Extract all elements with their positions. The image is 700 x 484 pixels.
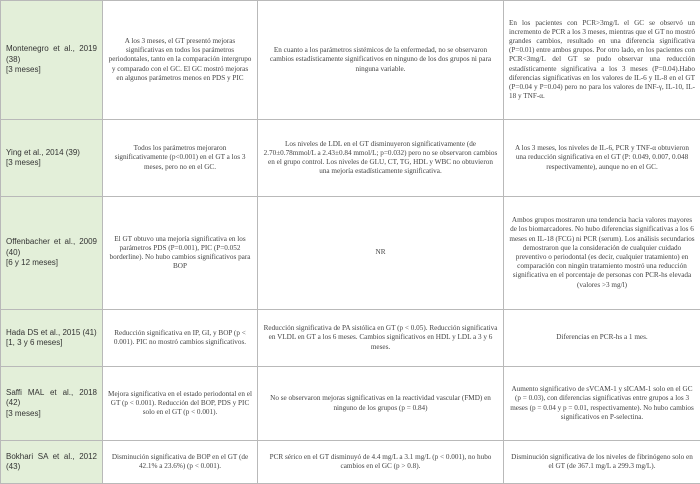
periodontal-results-cell: Reducción significativa en IP, GI, y BOP (p < 0.001). PIC no mostró cambios significativos.: [103, 310, 258, 367]
biomarker-results-cell: Diferencias en PCR-hs a 1 mes.: [504, 310, 700, 367]
biomarker-results-cell: Ambos grupos mostraron una tendencia hacia valores mayores de los biomarcadores. No hubo diferencias significativas a los 6 meses en IL-18 (FCG) ni PCR (serum). Los análisis secundarios demostraron que la consideración de cualquier cuidado preventivo o periodontal (es decir, cualquier tratamiento) en comparación con ningún tratamiento mostró una reducción significativa en el porcentaje de personas con PCR-hs elevada (valores >3 mg/l): [504, 197, 700, 310]
study-name: Bokhari SA et al., 2012 (43): [6, 452, 97, 473]
periodontal-results-cell: Todos los parámetros mejoraron significativamente (p<0.001) en el GT a los 3 meses, pero no en el GC.: [103, 120, 258, 197]
study-name: Saffi MAL et al., 2018 (42): [6, 388, 97, 409]
periodontal-results-cell: Mejora significativa en el estado periodontal en el GT (p < 0.001). Reducción del BOP, PDS y PIC solo en el GT (p < 0.001).: [103, 367, 258, 441]
table-row: [1, 441, 700, 484]
systemic-results-cell: No se observaron mejoras significativas en la reactividad vascular (FMD) en ninguno de los grupos (p = 0.84): [258, 367, 504, 441]
systemic-results-cell: PCR sérico en el GT disminuyó de 4.4 mg/L a 3.1 mg/L (p < 0.001), no hubo cambios en el GC (p > 0.8).: [258, 441, 504, 484]
study-cell: [1, 441, 103, 484]
systemic-results-cell: Reducción significativa de PA sistólica en GT (p < 0.05). Reducción significativa en VLDL en GT a los 6 meses. Cambios significativos en HDL y LDL a 3 y 6 meses.: [258, 310, 504, 367]
study-cell: [1, 367, 103, 441]
systemic-results-cell: NR: [258, 197, 504, 310]
study-cell: [1, 197, 103, 310]
study-duration: [3 meses]: [6, 158, 97, 168]
table-row: [1, 367, 700, 441]
biomarker-results-cell: A los 3 meses, los niveles de IL-6, PCR y TNF-α obtuvieron una reducción significativa en el GT (P: 0.049, 0.007, 0.048 respectivamente), aunque no en el GC.: [504, 120, 700, 197]
biomarker-results-cell: Disminución significativa de los niveles de fibrinógeno solo en el GT (de 367.1 mg/L a 299.3 mg/L).: [504, 441, 700, 484]
table-row: [1, 197, 700, 310]
study-duration: [3 meses]: [6, 409, 97, 419]
periodontal-results-cell: A los 3 meses, el GT presentó mejoras significativas en todos los parámetros periodontales, tanto en la comparación intergrupo y comparado con el GC. El GC mostró mejoras en algunos parámetros menos en PDS y PIC: [103, 1, 258, 120]
study-cell: [1, 310, 103, 367]
periodontal-results-cell: Disminución significativa de BOP en el GT (de 42.1% a 23.6%) (p < 0.001).: [103, 441, 258, 484]
table-row: [1, 1, 700, 120]
systemic-results-cell: En cuanto a los parámetros sistémicos de la enfermedad, no se observaron cambios estadísticamente significativos en ninguno de los dos grupos ni para ninguna variable.: [258, 1, 504, 120]
biomarker-results-cell: Aumento significativo de sVCAM-1 y sICAM-1 solo en el GC (p = 0.03), con diferencias significativas entre grupos a los 3 meses (p = 0.04 y p = 0.01, respectivamente). No hubo cambios significativos en P-selectina.: [504, 367, 700, 441]
periodontal-results-cell: El GT obtuvo una mejoría significativa en los parámetros PDS (P=0.001), PIC (P=0.052 borderline). No hubo cambios significativos para BOP: [103, 197, 258, 310]
study-name: Montenegro et al., 2019 (38): [6, 44, 97, 65]
study-cell: [1, 1, 103, 120]
biomarker-results-cell: En los pacientes con PCR>3mg/L el GC se observó un incremento de PCR a los 3 meses, mientras que el GT no mostró grandes cambios, resultado en una diferencia significativa (P=0.01) entre ambos grupos. Por otro lado, en los pacientes con PCR<3mg/L del GT se pudo observar una reducción estadísticamente significativa a los 3 meses (P=0.04).Habo diferencias significativas en los valores de IL-6 y IL-8 en el GT (P=0.04 y P=0.04) pero no para los valores de INF-γ, IL-10, IL-18 y TNF-α.: [504, 1, 700, 120]
study-duration: [3 meses]: [6, 65, 97, 75]
study-name: Hada DS et al., 2015 (41): [6, 328, 97, 338]
study-duration: [1, 3 y 6 meses]: [6, 338, 97, 348]
systemic-results-cell: Los niveles de LDL en el GT disminuyeron significativamente (de 2.70±0.78mmol/L a 2.43±0.84 mmol/L; p=0.032) pero no se observaron cambios en el grupo control. Los niveles de GLU, CT, TG, HDL y WBC no obtuvieron una mejoría estadísticamente significativa.: [258, 120, 504, 197]
study-duration: [6 y 12 meses]: [6, 258, 97, 268]
table-row: [1, 120, 700, 197]
study-name: Offenbacher et al., 2009 (40): [6, 237, 97, 258]
table-row: [1, 310, 700, 367]
study-cell: [1, 120, 103, 197]
study-name: Ying et al., 2014 (39): [6, 148, 97, 158]
